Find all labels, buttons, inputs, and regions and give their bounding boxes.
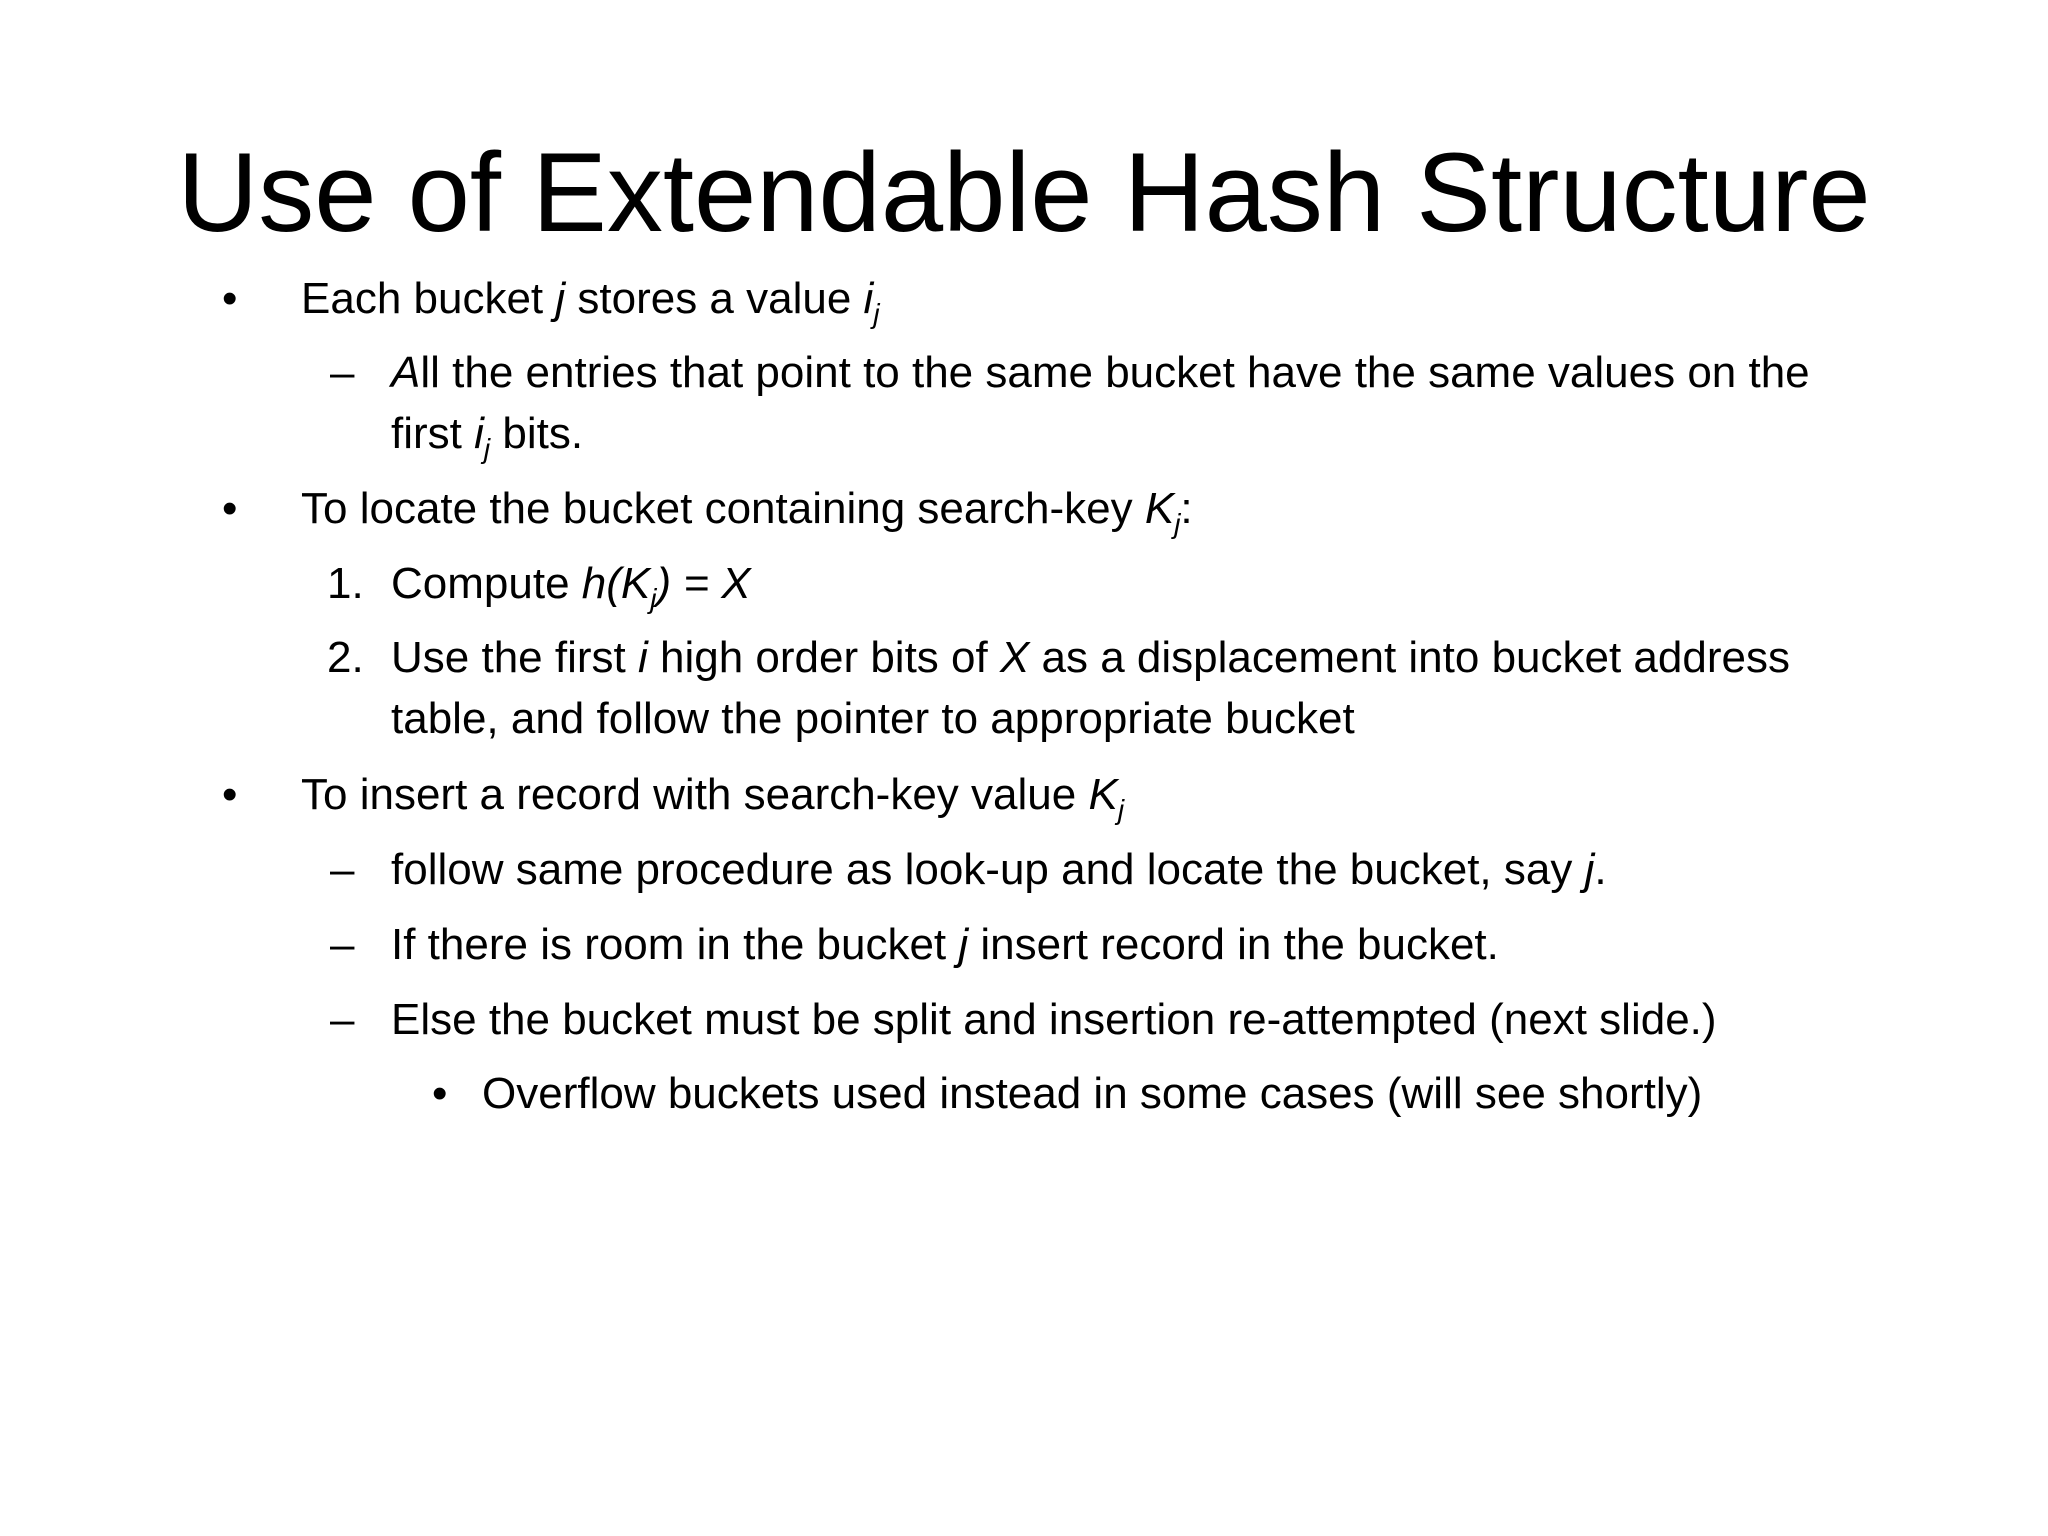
text: Overflow buckets used instead in some cases (will see shortly): [482, 1069, 1703, 1118]
text: :: [1180, 484, 1193, 533]
formula-part: ) = X: [656, 559, 751, 608]
subscript-j: j: [1117, 794, 1125, 825]
var-X: X: [999, 633, 1030, 682]
text: Compute: [391, 559, 582, 608]
dash-marker: –: [330, 845, 355, 894]
var-K: K: [1144, 484, 1175, 533]
text: Else the bucket must be split and insertion re-attempted (next slide.): [391, 995, 1717, 1044]
bullet-marker: •: [222, 274, 238, 323]
var-j: j: [958, 920, 969, 969]
dash-marker: –: [330, 920, 355, 969]
step-compute-hash: [391, 553, 751, 614]
step-use-bits-line-2: [391, 688, 1355, 749]
text: stores a value: [565, 274, 864, 323]
text: bits.: [490, 409, 584, 458]
subpoint-split-bucket: [391, 989, 1717, 1050]
text: Each bucket: [301, 274, 556, 323]
subpoint-room-in-bucket: [391, 914, 1499, 975]
var-j: j: [555, 274, 566, 323]
text: as a displacement into bucket address: [1029, 633, 1790, 682]
bullet-locate-bucket: [301, 478, 1193, 539]
bullet-marker: •: [222, 770, 238, 819]
var-i: i: [863, 274, 874, 323]
text: To locate the bucket containing search-key: [301, 484, 1145, 533]
number-marker: 1.: [327, 559, 364, 608]
text: ll the entries that point to the same bucket have the same values on the: [420, 348, 1810, 397]
slide-title: Use of Extendable Hash Structure: [177, 130, 1871, 255]
dash-marker: –: [330, 995, 355, 1044]
step-use-bits-line-1: [391, 627, 1790, 688]
text: If there is room in the bucket: [391, 920, 959, 969]
var-j: j: [1584, 845, 1595, 894]
bullet-marker: •: [222, 484, 238, 533]
text: Use the first: [391, 633, 638, 682]
var-i: i: [637, 633, 648, 682]
text: table, and follow the pointer to appropriate bucket: [391, 694, 1355, 743]
number-marker: 2.: [327, 633, 364, 682]
text: To insert a record with search-key value: [301, 770, 1089, 819]
bullet-each-bucket: [301, 268, 880, 329]
text: .: [1594, 845, 1607, 894]
subscript-j: j: [1174, 508, 1181, 539]
subpoint-same-bucket-line-2: [391, 403, 583, 464]
subpoint-same-bucket-line-1: [391, 342, 1810, 403]
italic-A: A: [391, 348, 421, 397]
subscript-j: j: [873, 298, 880, 329]
text: high order bits of: [647, 633, 1000, 682]
formula-part: h(K: [581, 559, 651, 608]
subscript-j: j: [483, 433, 491, 464]
text: insert record in the bucket.: [968, 920, 1499, 969]
subscript-j: j: [650, 583, 657, 614]
sub-bullet-marker: •: [432, 1069, 448, 1118]
subpoint-follow-procedure: [391, 839, 1607, 900]
var-K: K: [1088, 770, 1118, 819]
text: follow same procedure as look-up and locate the bucket, say: [391, 845, 1585, 894]
text: first: [391, 409, 475, 458]
dash-marker: –: [330, 348, 355, 397]
var-i: i: [474, 409, 484, 458]
bullet-insert-record: [301, 764, 1124, 825]
subsubpoint-overflow-buckets: [482, 1063, 1702, 1124]
